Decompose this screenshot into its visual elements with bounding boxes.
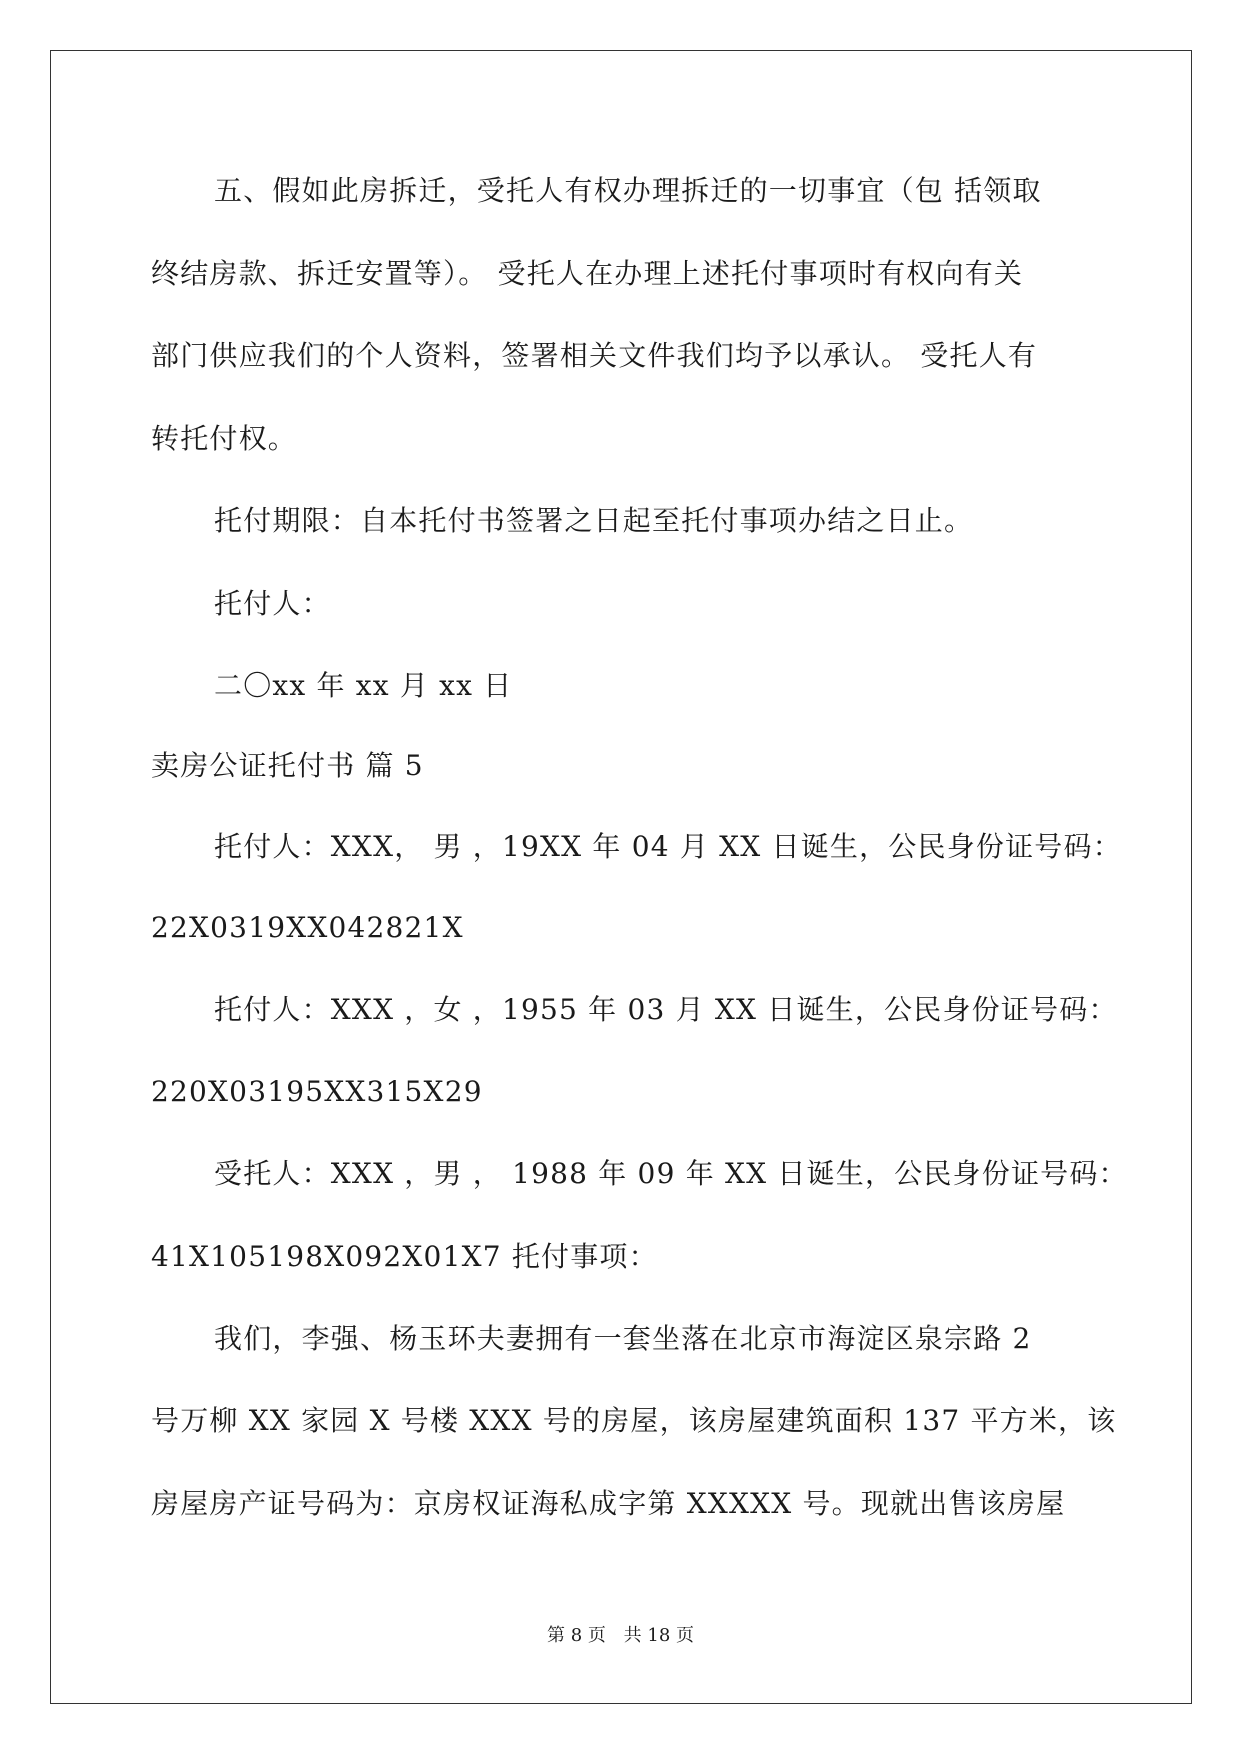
page-number: 第 8 页: [547, 1625, 606, 1646]
paragraph-line: 22X0319XX042821X: [151, 911, 464, 944]
section-heading: 卖房公证托付书 篇 5: [151, 749, 424, 782]
paragraph-line: 房屋房产证号码为：京房权证海私成字第 XXXXX 号。现就出售该房屋: [151, 1487, 1066, 1520]
paragraph-line: 托付人：XXX， 男 ，19XX 年 04 月 XX 日诞生，公民身份证号码：: [214, 830, 1122, 863]
paragraph-line: 我们，李强、杨玉环夫妻拥有一套坐落在北京市海淀区泉宗路 2: [214, 1322, 1032, 1355]
page-footer: [0, 1624, 1241, 1648]
paragraph-line: 41X105198X092X01X7 托付事项：: [151, 1240, 658, 1273]
page-border: [50, 50, 1192, 1704]
paragraph-line: 托付期限：自本托付书签署之日起至托付事项办结之日止。: [214, 504, 974, 537]
paragraph-line: 终结房款、拆迁安置等）。 受托人在办理上述托付事项时有权向有关: [151, 257, 1024, 290]
paragraph-line: 受托人：XXX ，男 ， 1988 年 09 年 XX 日诞生，公民身份证号码：: [214, 1157, 1128, 1190]
paragraph-line: 220X03195XX315X29: [151, 1075, 483, 1108]
signer-label: 托付人：: [214, 587, 331, 620]
paragraph-line: 托付人：XXX ，女 ，1955 年 03 月 XX 日诞生，公民身份证号码：: [214, 993, 1118, 1026]
paragraph-line: 转托付权。: [151, 422, 298, 455]
paragraph-line: 五、假如此房拆迁，受托人有权办理拆迁的一切事宜（包 括领取: [214, 174, 1042, 207]
paragraph-line: 部门供应我们的个人资料，签署相关文件我们均予以承认。 受托人有: [151, 339, 1038, 372]
date-line: 二〇xx 年 xx 月 xx 日: [214, 669, 513, 702]
paragraph-line: 号万柳 XX 家园 X 号楼 XXX 号的房屋，该房屋建筑面积 137 平方米，该: [151, 1404, 1117, 1437]
page-total: 共 18 页: [623, 1625, 694, 1646]
